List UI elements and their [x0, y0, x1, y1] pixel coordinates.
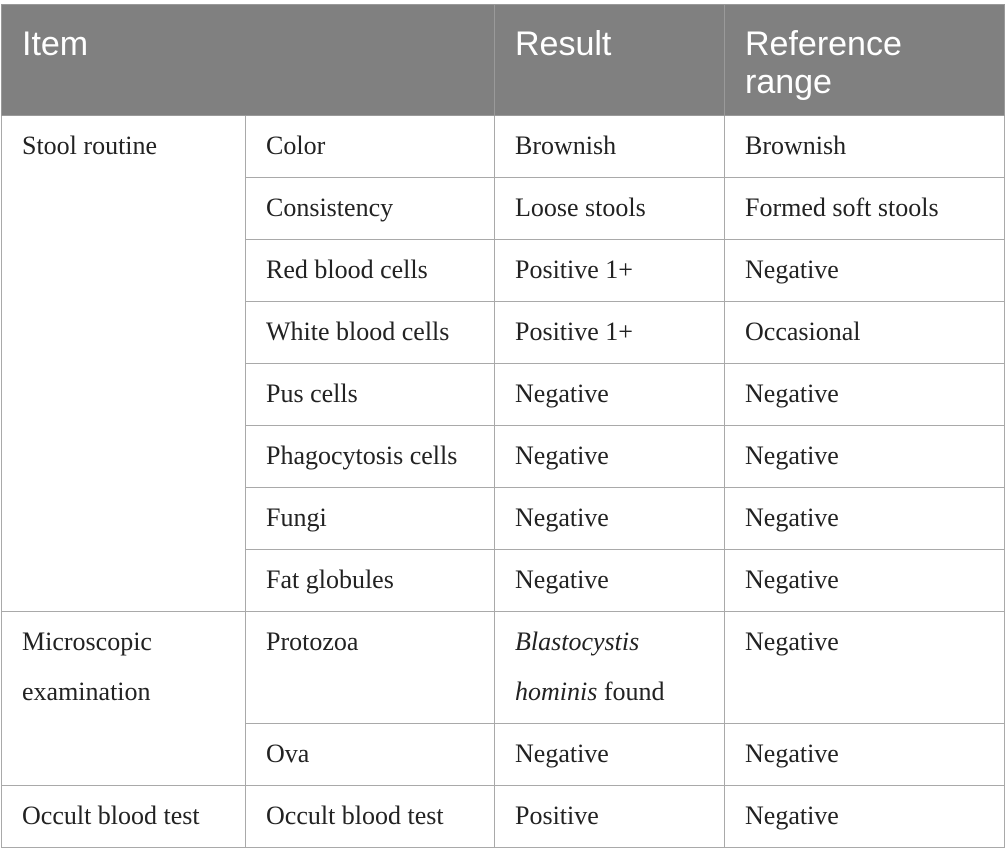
item-cell: Occult blood test [246, 786, 495, 848]
result-cell [495, 612, 725, 724]
header-result: Result [495, 5, 725, 116]
reference-cell: Formed soft stools [725, 178, 1005, 240]
result-cell: Loose stools [495, 178, 725, 240]
item-cell: White blood cells [246, 302, 495, 364]
item-cell: Ova [246, 724, 495, 786]
item-cell: Pus cells [246, 364, 495, 426]
result-cell: Negative [495, 724, 725, 786]
item-cell: Consistency [246, 178, 495, 240]
header-reference-range: Reference range [725, 5, 1005, 116]
item-cell: Fat globules [246, 550, 495, 612]
item-cell: Color [246, 116, 495, 178]
item-cell: Phagocytosis cells [246, 426, 495, 488]
reference-cell: Negative [725, 364, 1005, 426]
category-cell: Microscopic examination [2, 612, 246, 786]
reference-cell: Negative [725, 488, 1005, 550]
lab-results-table [1, 4, 1005, 848]
header-row [2, 5, 1005, 116]
result-suffix: found [597, 677, 665, 706]
reference-cell: Brownish [725, 116, 1005, 178]
result-cell: Negative [495, 488, 725, 550]
reference-cell: Negative [725, 550, 1005, 612]
reference-cell: Negative [725, 724, 1005, 786]
result-cell: Positive [495, 786, 725, 848]
item-cell: Protozoa [246, 612, 495, 724]
organism-name: Blastocystis hominis [515, 627, 640, 706]
result-cell: Positive 1+ [495, 302, 725, 364]
table-row [2, 786, 1005, 848]
category-cell: Stool routine [2, 116, 246, 612]
result-cell: Brownish [495, 116, 725, 178]
reference-cell: Negative [725, 612, 1005, 724]
category-cell: Occult blood test [2, 786, 246, 848]
reference-cell: Negative [725, 786, 1005, 848]
table-row [2, 116, 1005, 178]
item-cell: Red blood cells [246, 240, 495, 302]
reference-cell: Negative [725, 240, 1005, 302]
result-cell: Negative [495, 550, 725, 612]
reference-cell: Negative [725, 426, 1005, 488]
item-cell: Fungi [246, 488, 495, 550]
result-cell: Negative [495, 426, 725, 488]
header-item: Item [2, 5, 495, 116]
result-cell: Positive 1+ [495, 240, 725, 302]
reference-cell: Occasional [725, 302, 1005, 364]
result-cell: Negative [495, 364, 725, 426]
table-row [2, 612, 1005, 724]
